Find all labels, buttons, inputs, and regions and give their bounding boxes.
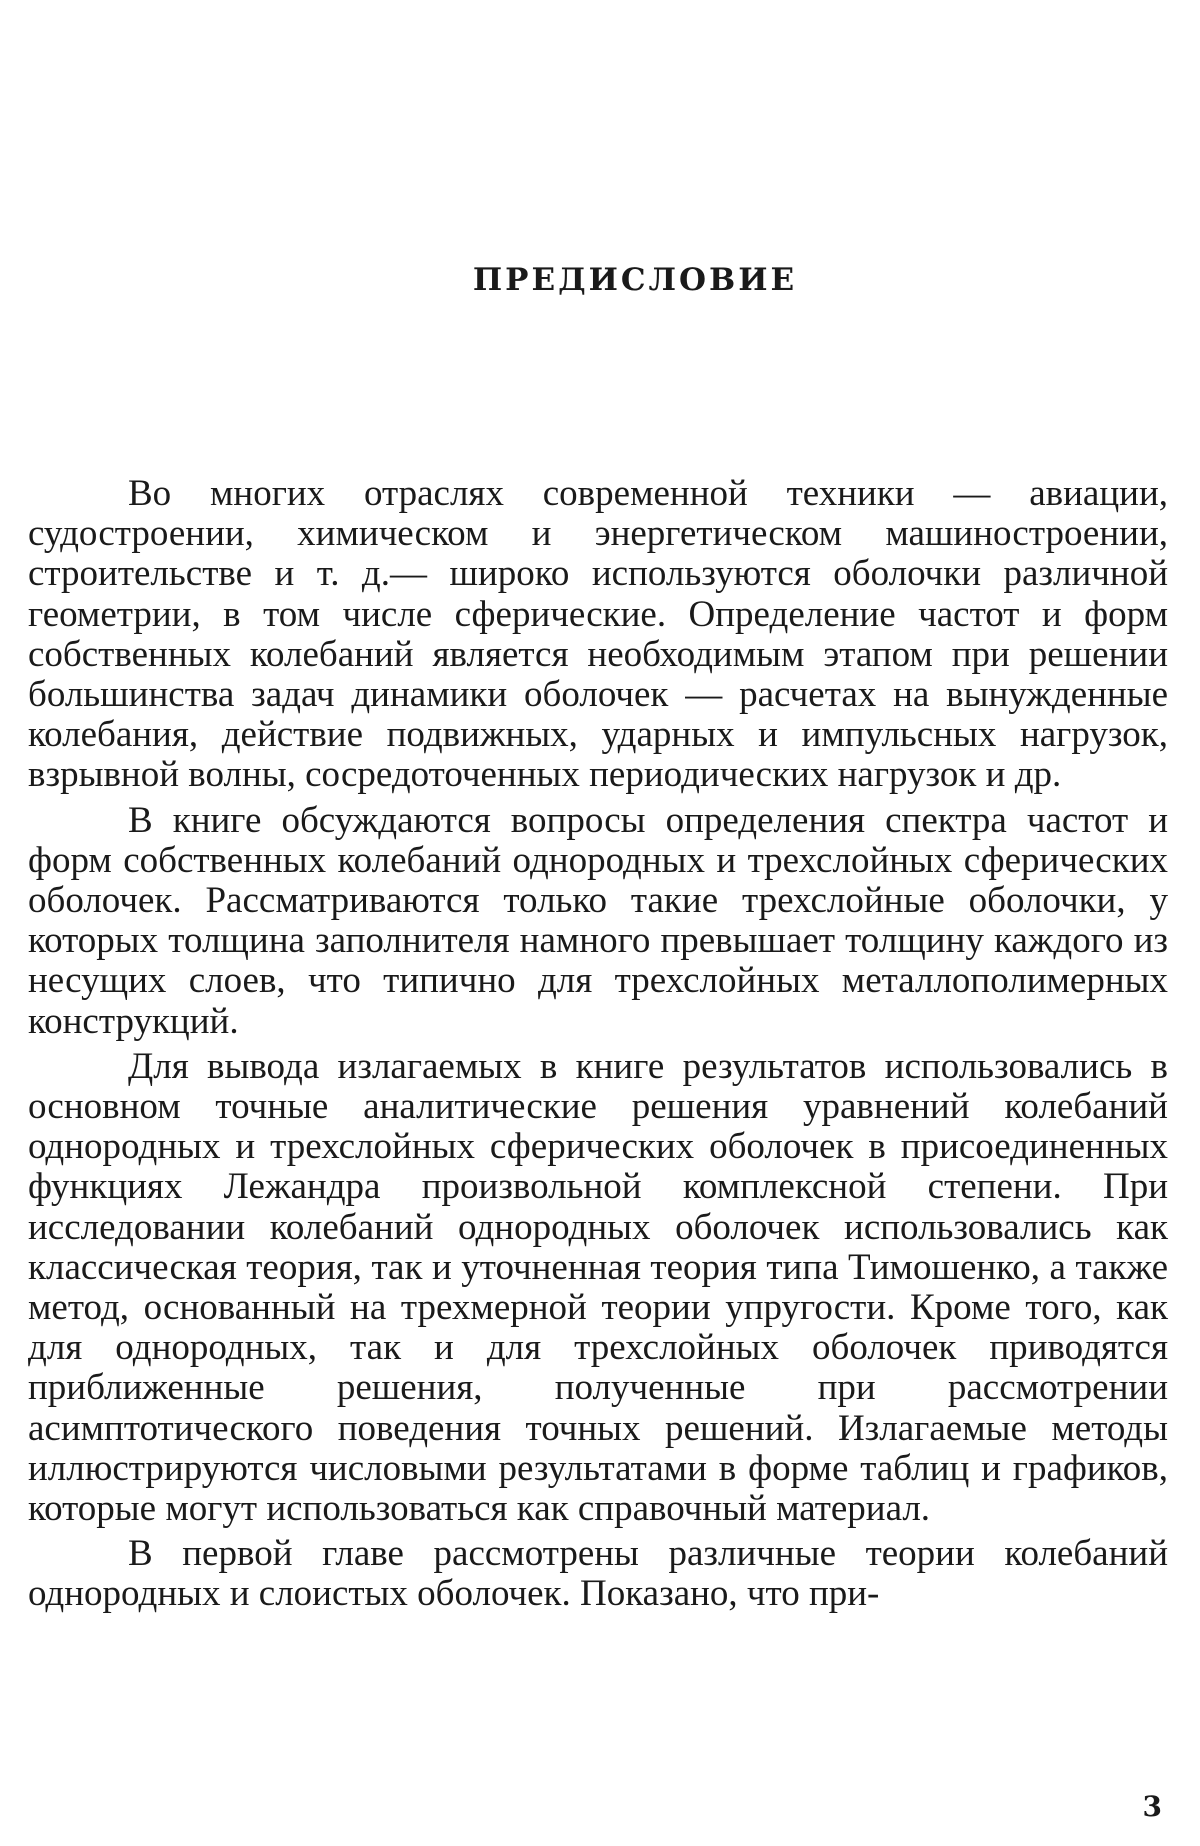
page-title: ПРЕДИСЛОВИЕ <box>472 262 798 298</box>
paragraph: Во многих отраслях современной техники — авиации, судостроении, химическом и энергетическом машиностроении, строительстве и т. д.— широко используются оболочки различной геометрии, в том числе сферические. Определение частот и форм собственных колебаний является необходимым этапом при решении большинства задач динамики оболочек — расчетах на вынужденные колебания, действие подвижных, ударных и импульсных нагрузок, взрывной волны, сосредоточенных периодических нагрузок и др. <box>28 473 1168 796</box>
body-text <box>28 474 1168 1620</box>
paragraph: Для вывода излагаемых в книге результатов использовались в основном точные аналитические решения уравнений колебаний однородных и трехслойных сферических оболочек в присоединенных функциях Лежандра произвольной комплексной степени. При исследовании колебаний однородных оболочек использовались как классическая теория, так и уточненная теория типа Тимошенко, а также метод, основанный на трехмерной теории упругости. Кроме того, как для однородных, так и для трехслойных оболочек приводятся приближенные решения, полученные при рассмотрении асимптотического поведения точных решений. Излагаемые методы иллюстрируются числовыми результатами в форме таблиц и графиков, которые могут использоваться как справочный материал. <box>28 1045 1168 1530</box>
paragraph: В книге обсуждаются вопросы определения спектра частот и форм собственных колебаний однородных и трехслойных сферических оболочек. Рассматриваются только такие трехслойные оболочки, у которых толщина заполнителя намного превышает толщину каждого из несущих слоев, что типично для трехслойных металлополимерных конструкций. <box>28 799 1168 1042</box>
paragraph: В первой главе рассмотрены различные теории колебаний однородных и слоистых оболочек. Показано, что при- <box>28 1533 1168 1615</box>
page-number: 3 <box>1142 1790 1162 1823</box>
